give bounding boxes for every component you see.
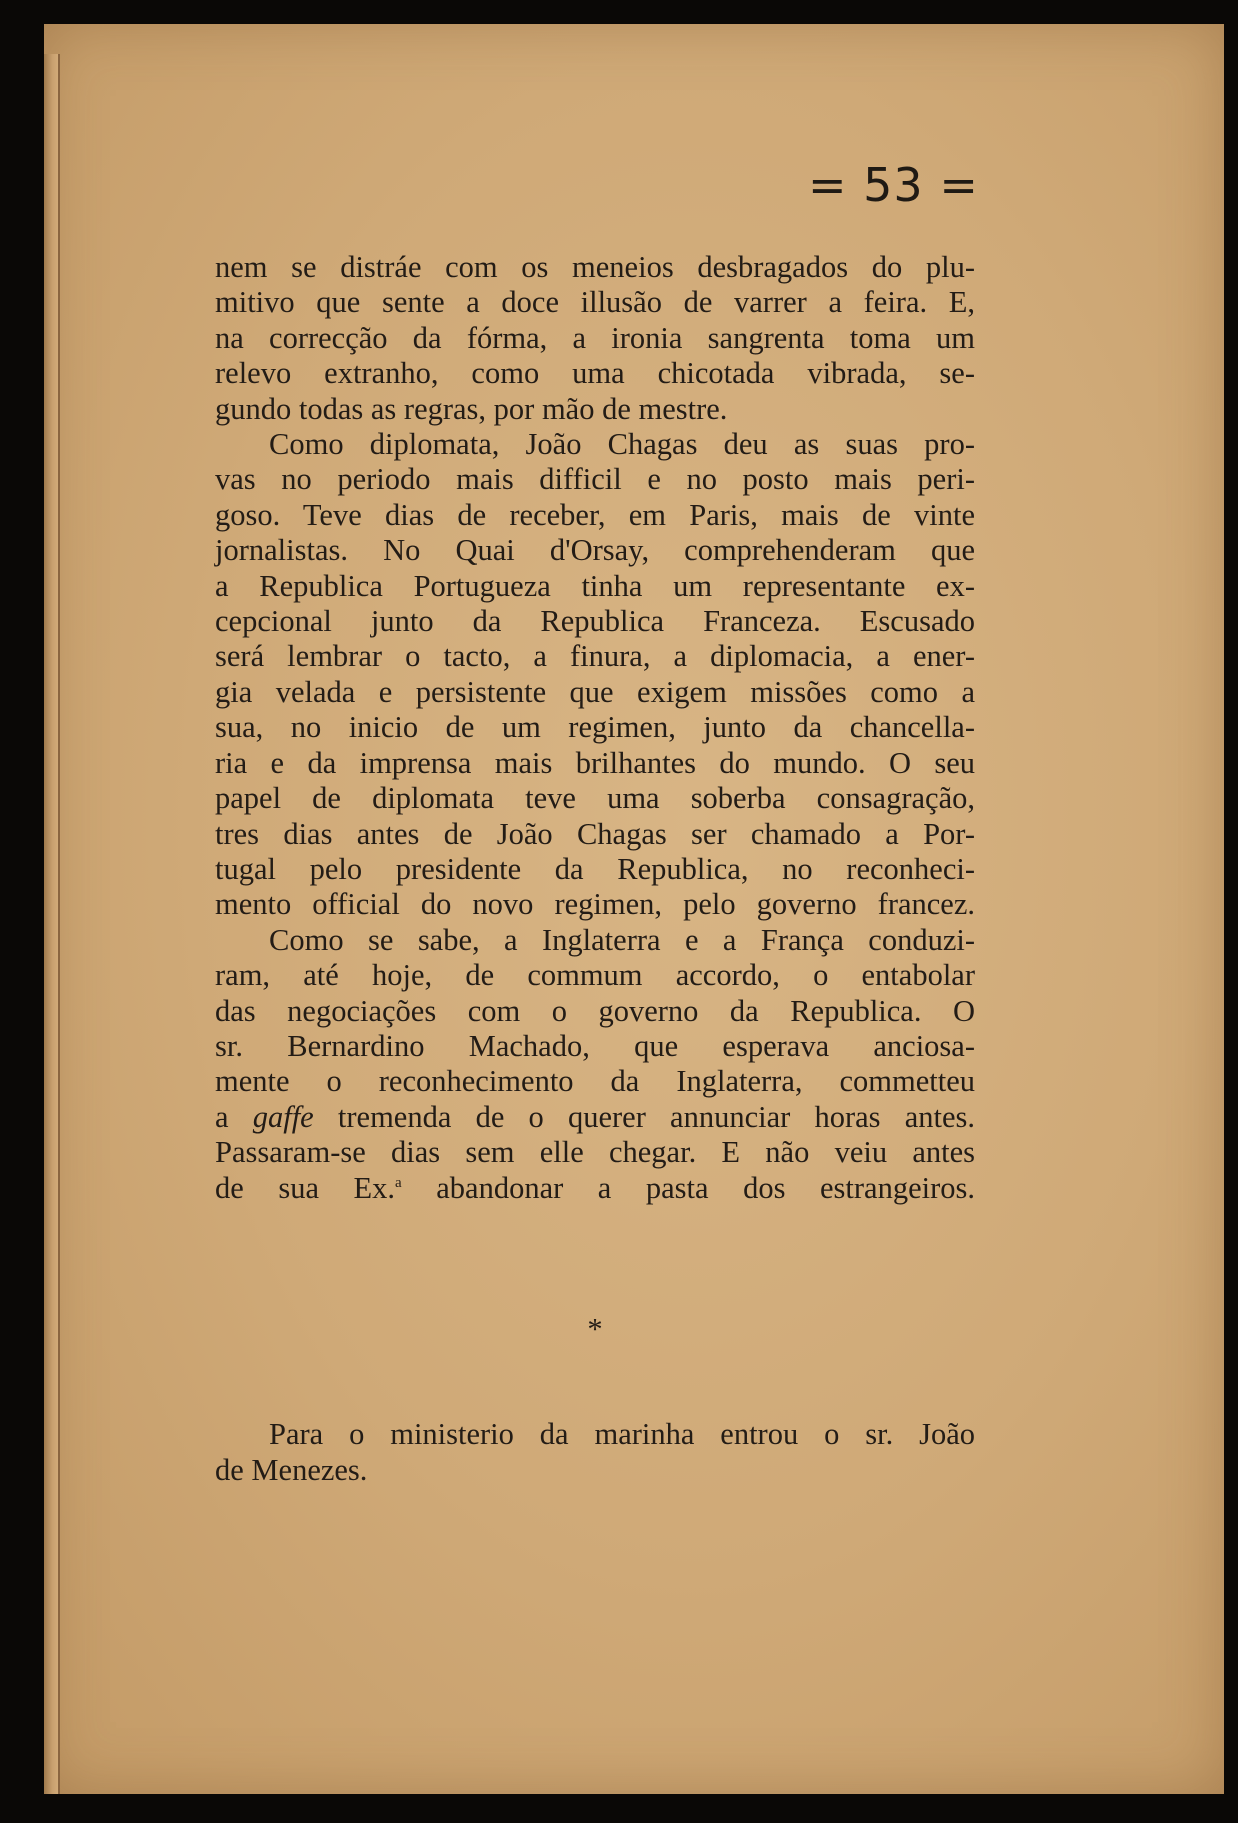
text-line: Como diplomata, João Chagas deu as suas pro- [269,427,975,462]
text-line: mento official do novo regimen, pelo governo francez. [215,887,975,922]
section-separator: * [587,1311,603,1346]
text-line: das negociações com o governo da Republica. O [215,993,975,1028]
text-line: ram, até hoje, de commum accordo, o entabolar [215,958,975,993]
text-line: na correcção da fórma, a ironia sangrenta toma um [215,320,975,355]
superscript: a [395,1174,402,1191]
text-line: nem se distráe com os meneios desbragados do plu- [215,250,975,284]
text-line: Passaram-se dias sem elle chegar. E não veiu antes [215,1135,975,1170]
text-line: tugal pelo presidente da Republica, no reconheci- [215,851,975,886]
page-number: = 53 = [808,158,979,212]
text-line: ria e da imprensa mais brilhantes do mundo. O seu [215,745,975,780]
text-line: gia velada e persistente que exigem missões como a [215,674,975,709]
body-text [215,250,975,1488]
text-line-gaffe: a gaffe tremenda de o querer annunciar horas antes. [215,1099,975,1134]
text-line-last: de sua Ex.$^a$ abandonar a pasta dos estrangeiros. [215,1170,975,1205]
text-line: goso. Teve dias de receber, em Paris, mais de vinte [215,497,975,532]
text-line: mitivo que sente a doce illusão de varrer a feira. E, [215,285,975,320]
text-line: papel de diplomata teve uma soberba consagração, [215,781,975,816]
text-line: mente o reconhecimento da Inglaterra, commetteu [215,1064,975,1099]
text-line: sr. Bernardino Machado, que esperava anciosa- [215,1028,975,1063]
page-spine-edge [44,54,60,1794]
text-line: Como se sabe, a Inglaterra e a França conduzi- [269,922,975,957]
text-line: gundo todas as regras, por mão de mestre. [215,391,728,426]
text-line: cepcional junto da Republica Franceza. Escusado [215,604,975,639]
text-line: de Menezes. [215,1452,368,1487]
text-line: jornalistas. No Quai d'Orsay, comprehenderam que [215,533,975,568]
text-line: relevo extranho, como uma chicotada vibrada, se- [215,356,975,391]
text-line: Para o ministerio da marinha entrou o sr. João [269,1417,975,1452]
text-line: será lembrar o tacto, a finura, a diplomacia, a ener- [215,639,975,674]
text-line: a Republica Portugueza tinha um representante ex- [215,568,975,603]
text-line: tres dias antes de João Chagas ser chamado a Por- [215,816,975,851]
italic-word: gaffe [252,1099,314,1134]
text-line: vas no periodo mais difficil e no posto mais peri- [215,462,975,497]
text-line: sua, no inicio de um regimen, junto da chancella- [215,710,975,745]
